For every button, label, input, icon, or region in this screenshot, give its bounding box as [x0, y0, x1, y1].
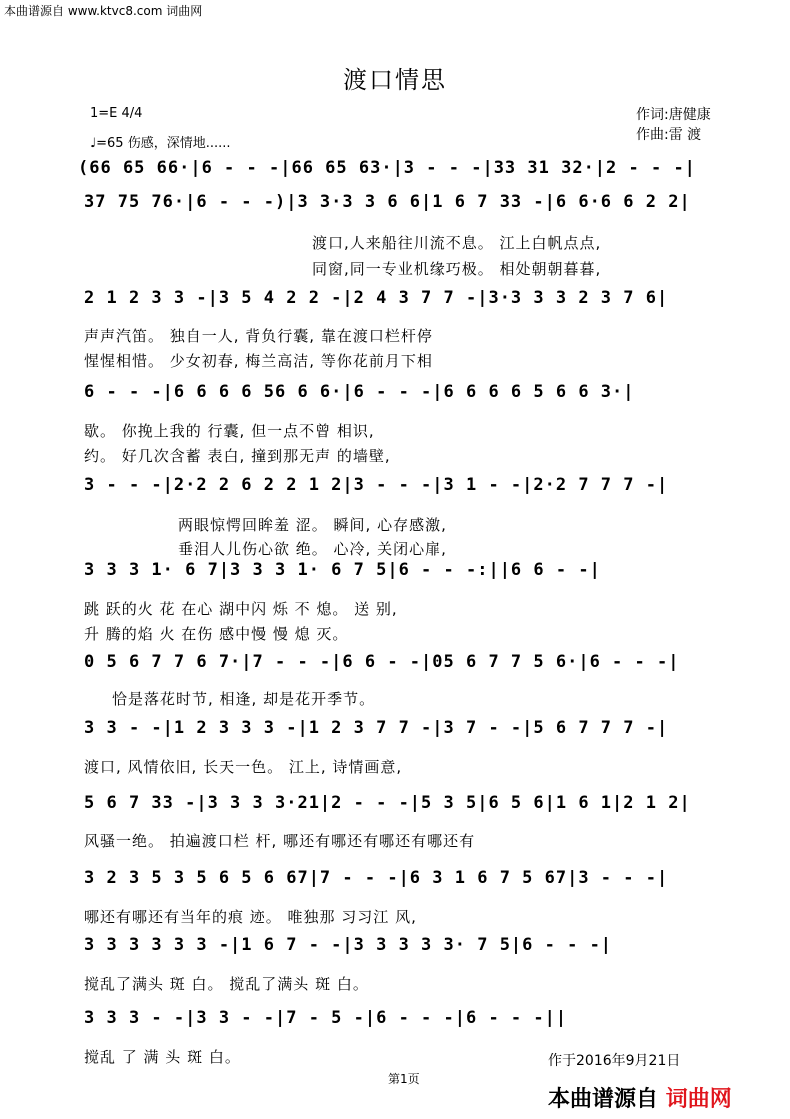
lyric-line: 风骚一绝。 拍遍渡口栏 杆, 哪还有哪还有哪还有哪还有 [84, 832, 476, 850]
notation-line: 3 3 3 3 3 3 -|1 6 7 - -|3 3 3 3 3· 7 5|6 - - -| [84, 935, 613, 955]
notation-line: 6 - - -|6 6 6 6 56 6 6·|6 - - -|6 6 6 6 5 6 6 3·| [84, 382, 635, 402]
page-number: 第1页 [388, 1072, 420, 1086]
lyric-line: 垂泪人儿伤心欲 绝。 心冷, 关闭心扉, [178, 540, 447, 558]
lyric-line: 搅乱了满头 斑 白。 搅乱了满头 斑 白。 [84, 975, 369, 993]
lyric-line: 两眼惊愕回眸羞 涩。 瞬间, 心存感激, [178, 516, 447, 534]
notation-line: 0 5 6 7 7 6 7·|7 - - -|6 6 - -|05 6 7 7 5 6·|6 - - -| [84, 652, 680, 672]
notation-line: 3 3 - -|1 2 3 3 3 -|1 2 3 7 7 -|3 7 - -|5 6 7 7 7 -| [84, 718, 669, 738]
lyric-line: 同窗,同一专业机缘巧极。 相处朝朝暮暮, [312, 260, 602, 278]
notation-line: 3 3 3 - -|3 3 - -|7 - 5 -|6 - - -|6 - - -|| [84, 1008, 568, 1028]
tempo-marking: ♩=65 伤感，深情地...... [90, 136, 231, 151]
watermark-text: 本曲谱源自 [548, 1087, 659, 1112]
notation-line: 3 3 3 1· 6 7|3 3 3 1· 6 7 5|6 - - -:||6 6 - -| [84, 560, 601, 580]
lyric-line: 升 腾的焰 火 在伤 感中慢 慢 熄 灭。 [84, 625, 349, 643]
lyric-line: 哪还有哪还有当年的痕 迹。 唯独那 习习江 风, [84, 908, 417, 926]
song-title: 渡口情思 [343, 66, 447, 94]
lyric-line: 跳 跃的火 花 在心 湖中闪 烁 不 熄。 送 别, [84, 600, 398, 618]
lyric-line: 声声汽笛。 独自一人, 背负行囊, 靠在渡口栏杆停 [84, 327, 433, 345]
notation-line: 2 1 2 3 3 -|3 5 4 2 2 -|2 4 3 7 7 -|3·3 3 3 2 3 7 6| [84, 288, 669, 308]
lyric-line: 恰是落花时节, 相逢, 却是花开季节。 [112, 690, 376, 708]
lyric-line: 约。 好几次含蓄 表白, 撞到那无声 的墙壁, [84, 447, 391, 465]
lyric-line: 搅乱 了 满 头 斑 白。 [84, 1048, 241, 1066]
lyric-line: 渡口, 风情依旧, 长天一色。 江上, 诗情画意, [84, 758, 403, 776]
lyric-line: 歇。 你挽上我的 行囊, 但一点不曾 相识, [84, 422, 375, 440]
notation-line: 3 2 3 5 3 5 6 5 6 67|7 - - -|6 3 1 6 7 5 67|3 - - -| [84, 868, 669, 888]
notation-line: 5 6 7 33 -|3 3 3 3·21|2 - - -|5 3 5|6 5 6|1 6 1|2 1 2| [84, 793, 691, 813]
notation-line: 3 - - -|2·2 2 6 2 2 1 2|3 - - -|3 1 - -|2·2 7 7 7 -| [84, 475, 669, 495]
composer: 作曲:雷 渡 [636, 127, 702, 143]
composition-date: 作于2016年9月21日 [548, 1053, 681, 1069]
lyric-line: 惺惺相惜。 少女初春, 梅兰高洁, 等你花前月下相 [84, 352, 433, 370]
watermark-top: 本曲谱源自 www.ktvc8.com 词曲网 [4, 4, 203, 18]
watermark-brand: 词曲网 [665, 1087, 732, 1112]
key-signature: 1=E 4/4 [90, 106, 143, 121]
lyricist: 作词:唐健康 [636, 107, 711, 123]
notation-line: (66 65 66·|6 - - -|66 65 63·|3 - - -|33 31 32·|2 - - -| [78, 158, 696, 178]
lyric-line: 渡口,人来船往川流不息。 江上白帆点点, [312, 234, 602, 252]
credits [636, 105, 711, 145]
watermark-bottom [548, 1082, 732, 1113]
notation-line: 37 75 76·|6 - - -)|3 3·3 3 6 6|1 6 7 33 -|6 6·6 6 2 2| [84, 192, 691, 212]
